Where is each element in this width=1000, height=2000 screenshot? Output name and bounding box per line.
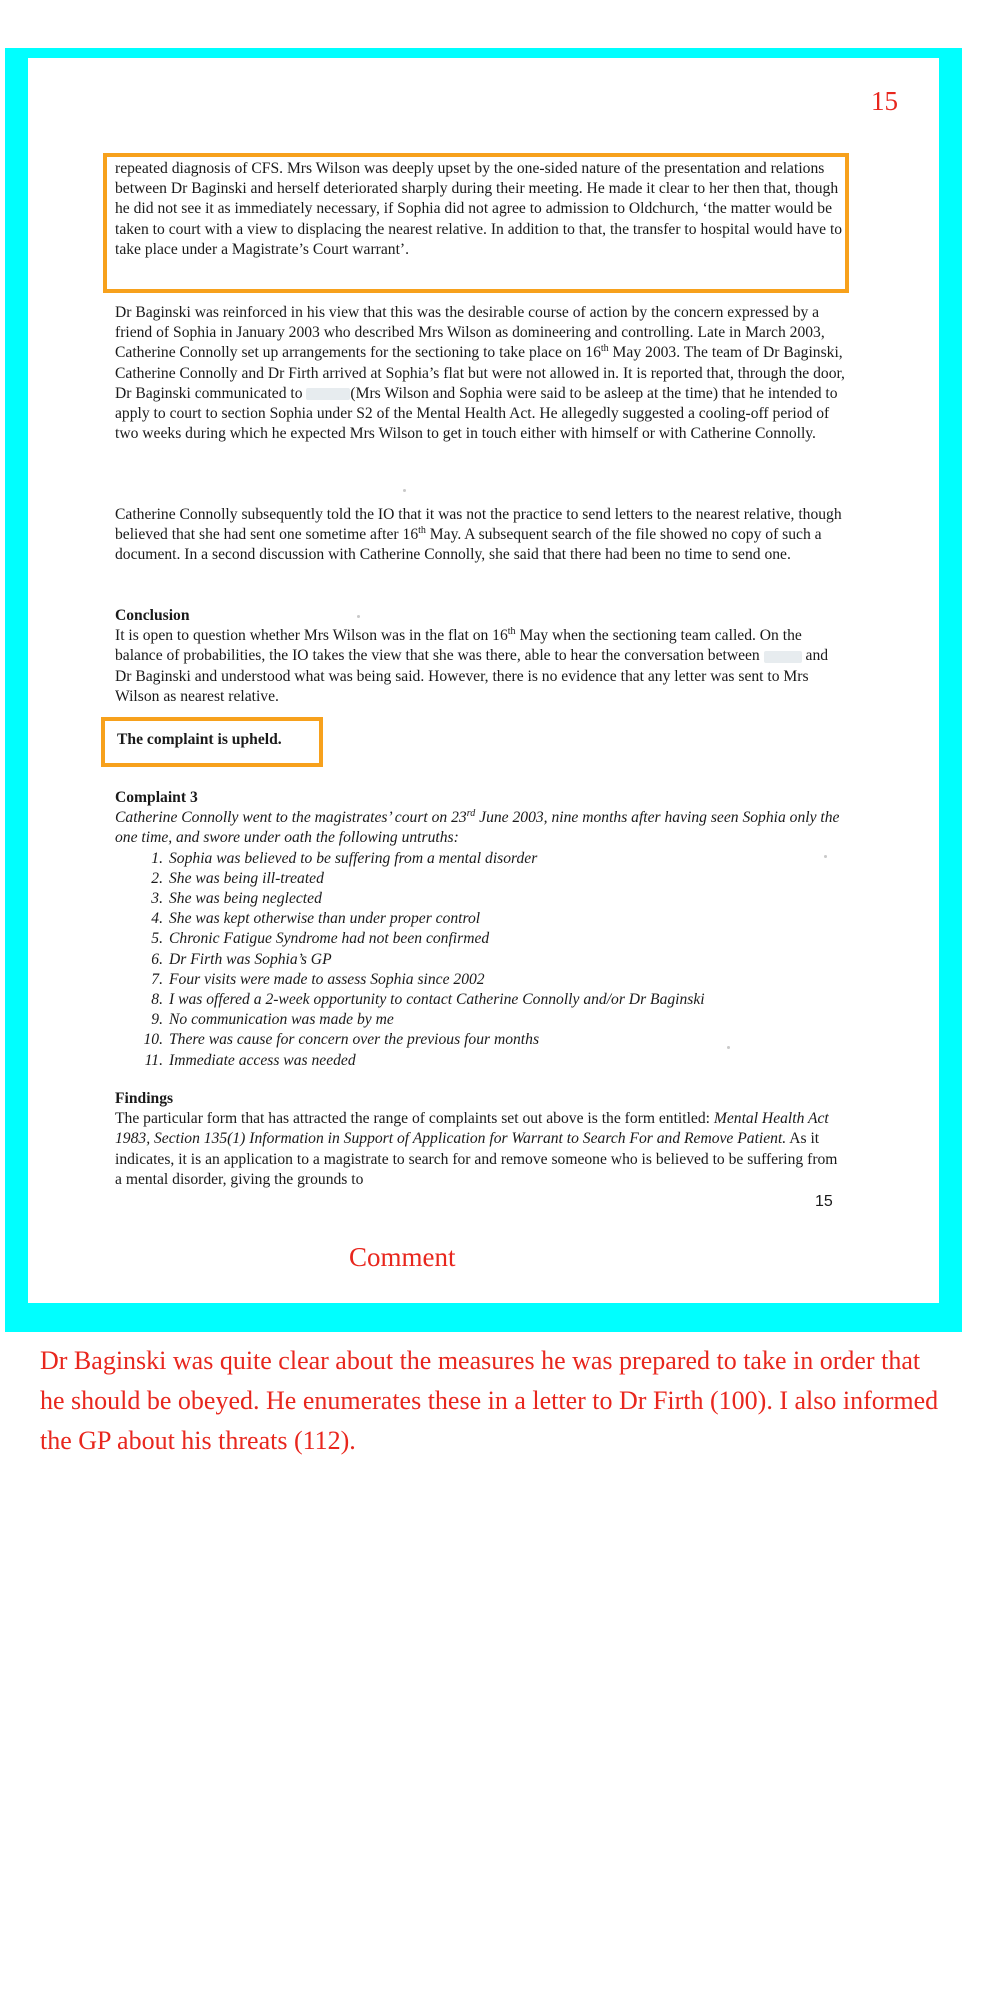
comment-label: Comment <box>349 1242 456 1272</box>
paragraph-3 <box>115 505 845 566</box>
upheld-statement: The complaint is upheld. <box>117 731 282 748</box>
conclusion-text: It is open to question whether Mrs Wilson was in the flat on 16th May when the sectioning team called. On the balance of probabilities, the IO takes the view that she was there, able to hear the conversation between and Dr Baginski and understood what was being said. However, there is no evidence that any letter was sent to Mrs Wilson as nearest relative. <box>115 626 829 705</box>
list-item: 5. Chronic Fatigue Syndrome had not been confirmed <box>151 930 490 948</box>
findings-section <box>115 1089 845 1190</box>
scan-speck <box>357 615 360 618</box>
list-item: 7. Four visits were made to assess Sophia since 2002 <box>151 970 485 988</box>
conclusion-heading: Conclusion <box>115 607 190 624</box>
list-item: 2. She was being ill-treated <box>151 869 324 887</box>
list-item: 3. She was being neglected <box>151 890 322 908</box>
scan-speck <box>727 1046 730 1049</box>
paragraph-2 <box>115 303 845 444</box>
list-item: 4. She was kept otherwise than under proper control <box>151 910 481 928</box>
redaction-blur <box>306 388 350 400</box>
redaction-blur <box>764 651 802 663</box>
scan-speck <box>824 855 827 858</box>
list-item: 6. Dr Firth was Sophia’s GP <box>151 950 332 968</box>
conclusion-section <box>115 606 845 707</box>
intro-paragraph <box>115 159 845 260</box>
paragraph-2-text: Dr Baginski was reinforced in his view that this was the desirable course of action by the concern expressed by a friend of Sophia in January 2003 who described Mrs Wilson as domineering and controlling. Late in March 2003, Catherine Connolly set up arrangements for the sectioning to take place on 16th May 2003. The team of Dr Baginski, Catherine Connolly and Dr Firth arrived at Sophia’s flat but were not allowed in. It is reported that, through the door, Dr Baginski communicated to (Mrs Wilson and Sophia were said to be asleep at the time) that he intended to apply to court to section Sophia under S2 of the Mental Health Act. He allegedly suggested a cooling-off period of two weeks during which he expected Mrs Wilson to get in touch either with himself or with Catherine Connolly. <box>115 304 845 443</box>
findings-text: The particular form that has attracted the range of complaints set out above is the form entitled: Mental Health Act 1983, Section 135(1) Information in Support of Application for Warrant to Search For and Remove Patient. As it indicates, it is an application to a magistrate to search for and remove someone who is believed to be suffering from a mental disorder, giving the grounds to <box>115 1110 838 1188</box>
findings-heading: Findings <box>115 1090 174 1107</box>
untruths-list <box>115 849 845 1071</box>
page-number-top: 15 <box>871 86 898 116</box>
paragraph-3-text: Catherine Connolly subsequently told the IO that it was not the practice to send letters to the nearest relative, though believed that she had sent one sometime after 16th May. A subsequent search of the file showed no copy of such a document. In a second discussion with Catherine Connolly, she said that there had been no time to send one. <box>115 506 842 564</box>
complaint-3-section <box>115 788 845 1071</box>
complaint-3-heading: Complaint 3 <box>115 789 198 806</box>
list-item: 1. Sophia was believed to be suffering from a mental disorder <box>151 849 538 867</box>
scan-speck <box>403 489 406 492</box>
list-item: 8. I was offered a 2-week opportunity to contact Catherine Connolly and/or Dr Baginski <box>151 991 705 1009</box>
list-item: 10. There was cause for concern over the previous four months <box>143 1031 540 1049</box>
footer-comment: Dr Baginski was quite clear about the measures he was prepared to take in order that he should be obeyed. He enumerates these in a letter to Dr Firth (100). I also informed the GP about his threats (112). <box>40 1346 939 1455</box>
list-item: 11. Immediate access was needed <box>144 1051 356 1069</box>
list-item: 9. No communication was made by me <box>151 1011 394 1029</box>
page-number-bottom: 15 <box>815 1193 833 1210</box>
complaint-3-intro: Catherine Connolly went to the magistrates’ court on 23rd June 2003, nine months after having seen Sophia only the one time, and swore under oath the following untruths: <box>115 808 840 847</box>
intro-text: repeated diagnosis of CFS. Mrs Wilson was deeply upset by the one-sided nature of the presentation and relations between Dr Baginski and herself deteriorated sharply during their meeting. He made it clear to her then that, though he did not see it as immediately necessary, if Sophia did not agree to admission to Oldchurch, ‘the matter would be taken to court with a view to displacing the nearest relative. In addition to that, the transfer to hospital would have to take place under a Magistrate’s Court warrant’. <box>115 160 843 258</box>
